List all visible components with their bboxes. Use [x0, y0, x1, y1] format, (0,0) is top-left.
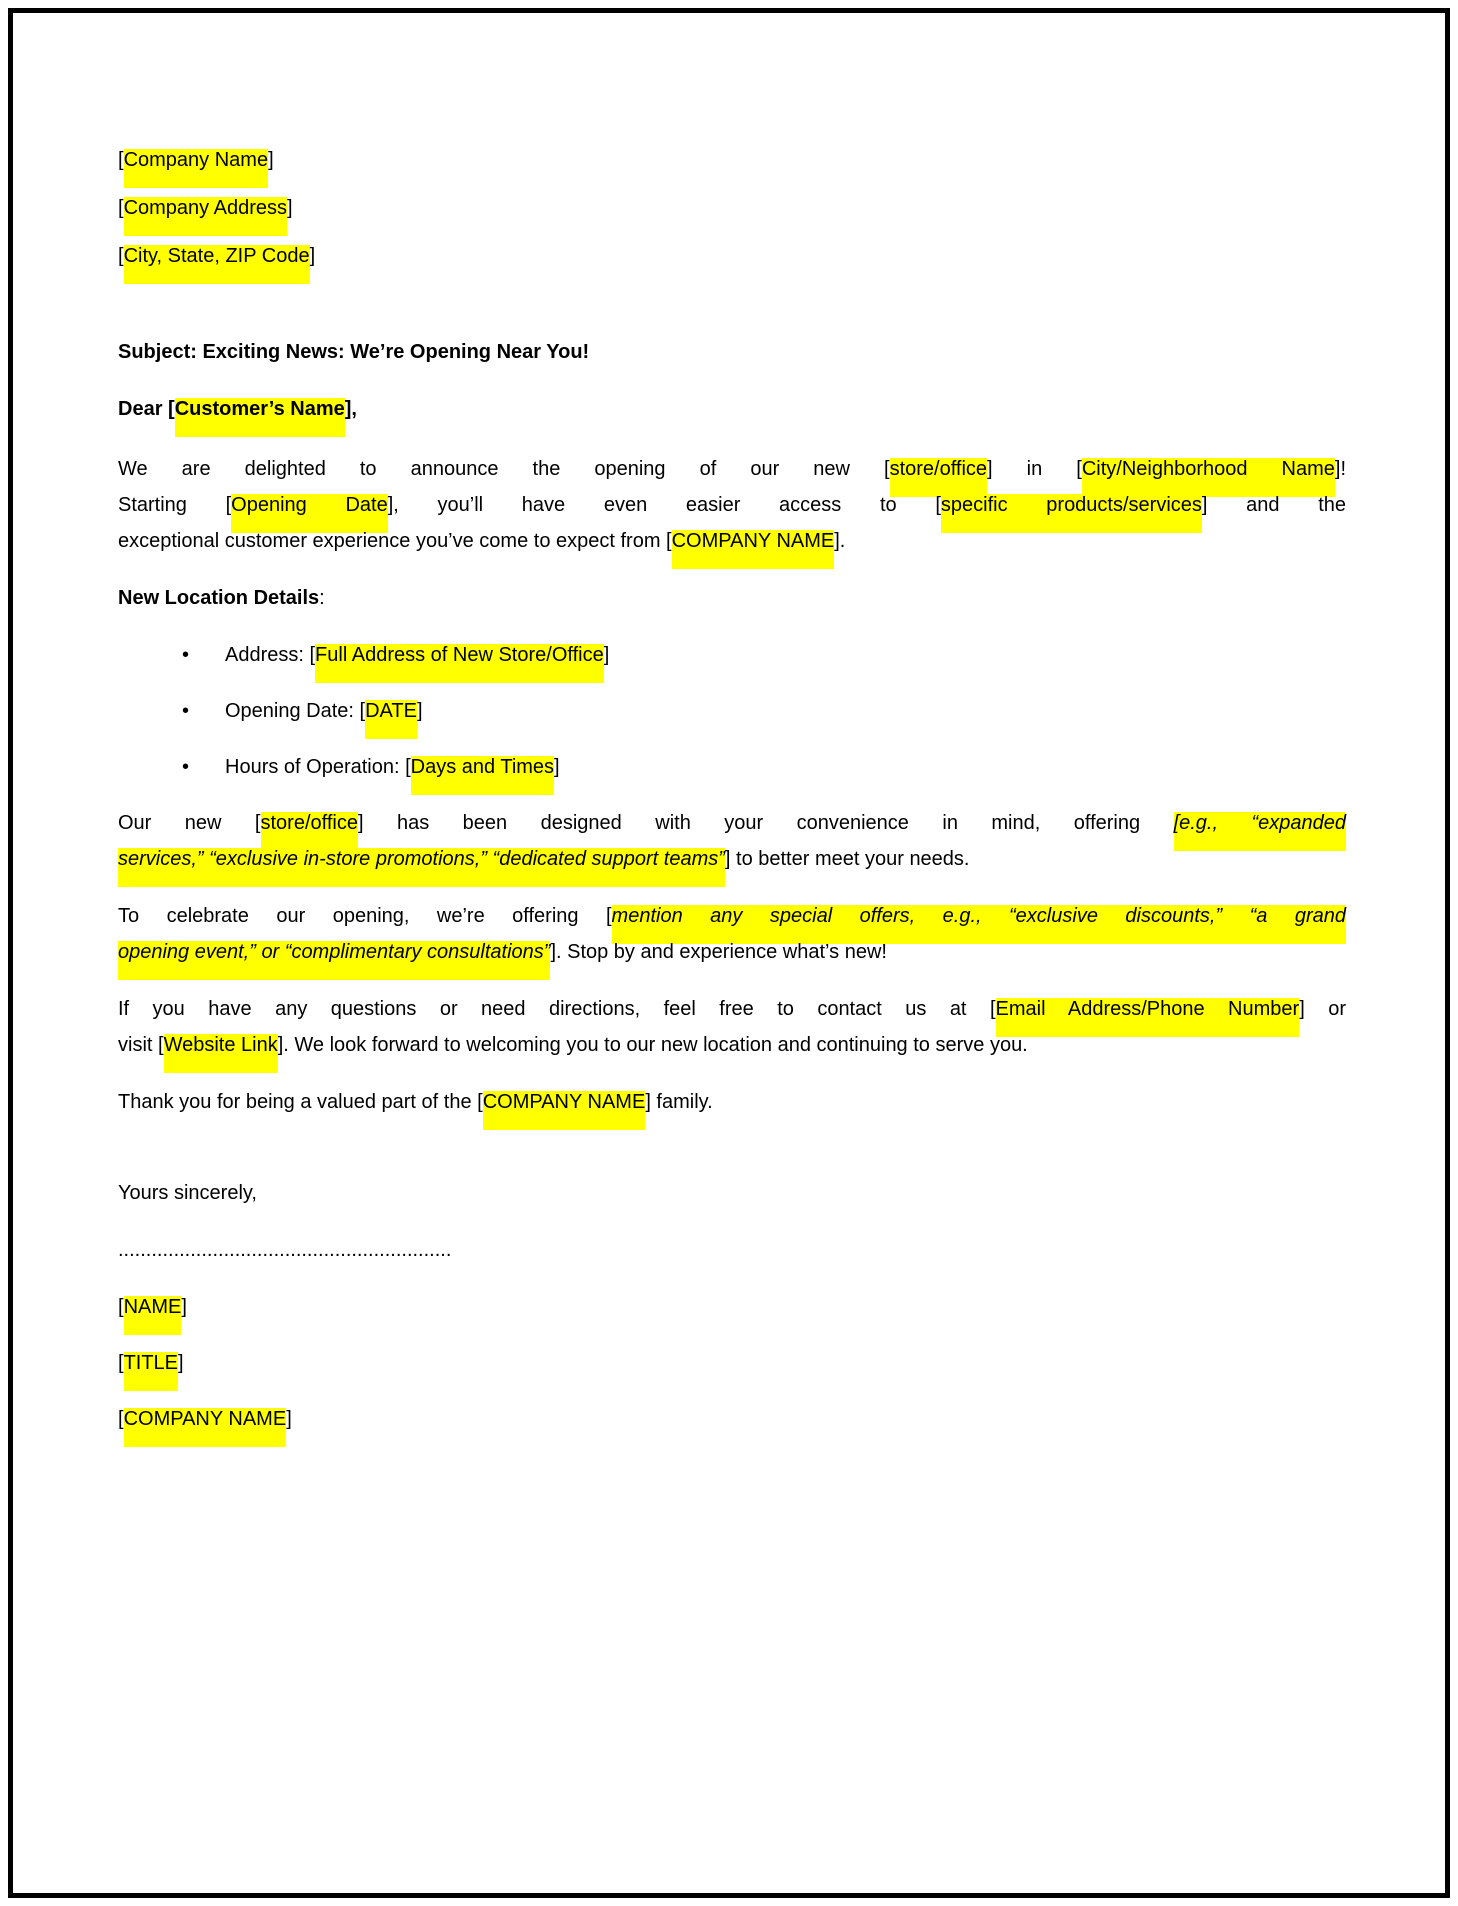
bullet-icon: •	[182, 644, 190, 666]
text-run: [	[118, 197, 124, 219]
text-run: [	[118, 149, 124, 171]
text-run: ]	[309, 245, 316, 267]
placeholder-store-office: store/office	[890, 458, 987, 497]
placeholder-city-state-zip: City, State, ZIP Code	[124, 245, 310, 284]
placeholder-full-address: Full Address of New Store/Office	[315, 644, 604, 683]
closing-line: Yours sincerely,	[118, 1182, 257, 1204]
location-details-list	[118, 637, 1346, 785]
placeholder-products-services: specific products/services	[941, 494, 1202, 533]
salutation-line	[118, 391, 1346, 427]
placeholder-special-offers: mention any special offers, e.g., “exclusive discounts,” “a grand	[612, 905, 1346, 944]
list-item-hours	[182, 749, 1346, 785]
placeholder-customer-name: Customer’s Name	[175, 398, 345, 437]
placeholder-company-name-caps: COMPANY NAME	[672, 530, 835, 569]
thank-you-paragraph	[118, 1084, 1346, 1120]
placeholder-company-name-caps-2: COMPANY NAME	[483, 1091, 646, 1130]
paragraph-line	[118, 898, 1346, 934]
text-run: ] family.	[645, 1091, 713, 1113]
paragraph-line	[118, 841, 1346, 877]
text-run: ]	[181, 1296, 187, 1318]
text-run: ], you’ll have even easier access to [	[387, 494, 941, 516]
placeholder-special-offers-cont: opening event,” or “complimentary consultations”	[118, 941, 550, 980]
text-run: We are delighted to announce the opening of our new [	[118, 458, 890, 480]
contact-paragraph	[118, 991, 1346, 1063]
text-run: ] in [	[987, 458, 1082, 480]
paragraph-line	[118, 805, 1346, 841]
text-run: Opening Date: [	[225, 700, 366, 722]
text-run: ]	[178, 1352, 184, 1374]
celebrate-paragraph	[118, 898, 1346, 970]
text-run: ] and the	[1201, 494, 1347, 516]
placeholder-city-neighborhood: City/Neighborhood Name	[1082, 458, 1335, 497]
text-run: ]	[268, 149, 274, 171]
list-item-opening-date	[182, 693, 1346, 729]
text-run: visit [	[118, 1034, 164, 1056]
paragraph-line	[118, 487, 1346, 523]
placeholder-offering-examples: [e.g., “expanded	[1174, 812, 1346, 851]
text-run: To celebrate our opening, we’re offering [	[118, 905, 612, 927]
text-run: ]	[416, 700, 423, 722]
text-run: ]	[286, 197, 293, 219]
paragraph-line	[118, 451, 1346, 487]
signature-dotted-line: ............................................................	[118, 1239, 452, 1261]
intro-paragraph	[118, 451, 1346, 559]
placeholder-title: TITLE	[124, 1352, 178, 1391]
text-run: ] has been designed with your convenience in mind, offering	[357, 812, 1174, 834]
text-run: ]. Stop by and experience what’s new!	[550, 941, 887, 963]
text-run: ]	[554, 756, 560, 778]
signature-title-line	[118, 1345, 1346, 1381]
bullet-icon: •	[182, 700, 190, 722]
company-address-line	[118, 190, 1346, 226]
text-run: [	[118, 245, 124, 267]
placeholder-date: DATE	[365, 700, 417, 739]
paragraph-line	[118, 1084, 1346, 1120]
placeholder-name: NAME	[124, 1296, 182, 1335]
list-item-address	[182, 637, 1346, 673]
text-run: Thank you for being a valued part of the [	[118, 1091, 483, 1113]
city-state-zip-line	[118, 238, 1346, 274]
text-run: ]. We look forward to welcoming you to our new location and continuing to serve you.	[277, 1034, 1028, 1056]
letter-content	[118, 142, 1346, 1457]
text-run: [	[118, 1408, 124, 1430]
placeholder-opening-date: Opening Date	[231, 494, 388, 533]
text-run: [	[118, 1296, 124, 1318]
text-run: ]!	[1334, 458, 1347, 480]
company-name-line	[118, 142, 1346, 178]
signature-name-line	[118, 1289, 1346, 1325]
new-location-heading	[118, 580, 1346, 616]
text-run: exceptional customer experience you’ve come to expect from [	[118, 530, 672, 552]
list-item-text	[225, 693, 423, 729]
heading-colon: :	[319, 587, 325, 609]
placeholder-company-name: Company Name	[124, 149, 269, 188]
text-run: ].	[834, 530, 846, 552]
text-run: ] to better meet your needs.	[724, 848, 970, 870]
subject-line: Subject: Exciting News: We’re Opening Near You!	[118, 341, 590, 363]
signature-block	[118, 1289, 1346, 1437]
text-run: Starting [	[118, 494, 232, 516]
placeholder-days-times: Days and Times	[411, 756, 554, 795]
text-run: ] or	[1299, 998, 1346, 1020]
text-run: Dear [	[118, 398, 175, 420]
placeholder-company-address: Company Address	[124, 197, 287, 236]
placeholder-offering-examples-cont: services,” “exclusive in-store promotions,” “dedicated support teams”	[118, 848, 725, 887]
text-run: Our new [	[118, 812, 261, 834]
design-paragraph	[118, 805, 1346, 877]
list-item-text	[225, 637, 609, 673]
text-run: [	[118, 1352, 124, 1374]
list-item-text	[225, 749, 560, 785]
signature-company-line	[118, 1401, 1346, 1437]
text-run: Address: [	[225, 644, 316, 666]
text-run: ]	[286, 1408, 292, 1430]
placeholder-company-name-sig: COMPANY NAME	[124, 1408, 287, 1447]
placeholder-email-phone: Email Address/Phone Number	[996, 998, 1300, 1037]
text-run: Hours of Operation: [	[225, 756, 411, 778]
paragraph-line	[118, 991, 1346, 1027]
placeholder-website-link: Website Link	[164, 1034, 278, 1073]
heading-bold-text: New Location Details	[118, 587, 320, 609]
bullet-icon: •	[182, 756, 190, 778]
placeholder-store-office-2: store/office	[261, 812, 358, 851]
text-run: ]	[603, 644, 610, 666]
text-run: If you have any questions or need directions, feel free to contact us at [	[118, 998, 996, 1020]
text-run: ],	[344, 398, 357, 420]
